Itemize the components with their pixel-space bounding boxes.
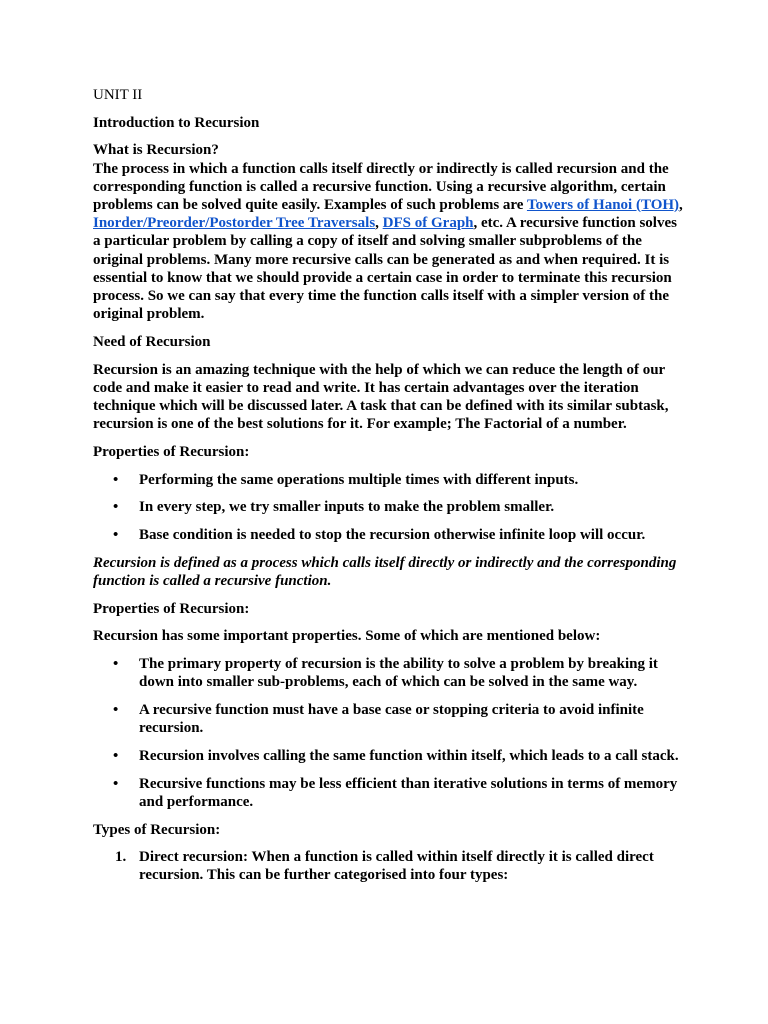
- list-item: [93, 775, 683, 811]
- list-item: [93, 526, 683, 544]
- properties-list: [93, 471, 683, 545]
- list-item: [93, 701, 683, 737]
- properties-heading: Properties of Recursion:: [93, 600, 250, 617]
- link-tree-traversals[interactable]: Inorder/Preorder/Postorder Tree Traversals: [93, 215, 376, 232]
- bullet-marker: •: [113, 471, 119, 488]
- list-item: [93, 848, 683, 884]
- what-heading: What is Recursion?: [93, 142, 219, 159]
- what-paragraph: [93, 160, 683, 324]
- properties-intro: Recursion has some important properties. Some of which are mentioned below:: [93, 628, 601, 645]
- bullet-marker: •: [113, 747, 119, 764]
- what-text-1: The process in which a function calls itself directly or indirectly is called recursion and the corresponding function is called a recursive function. Using a recursive algorithm, certain problems can be solved quite easily. Examples of such problems are: [93, 160, 669, 214]
- bullet-marker: •: [113, 775, 119, 792]
- properties-list: [93, 655, 683, 811]
- need-heading: Need of Recursion: [93, 333, 211, 350]
- properties-heading: Properties of Recursion:: [93, 443, 250, 460]
- types-list: [93, 848, 683, 884]
- list-item-text: In every step, we try smaller inputs to make the problem smaller.: [139, 499, 555, 516]
- bullet-marker: •: [113, 527, 119, 544]
- definition-paragraph: Recursion is defined as a process which calls itself directly or indirectly and the corresponding function is called a recursive function.: [93, 554, 677, 589]
- need-paragraph: Recursion is an amazing technique with the help of which we can reduce the length of our code and make it easier to read and write. It has certain advantages over the iteration technique which will be discussed later. A task that can be defined with its similar subtask, recursion is one of the best solutions for it. For example; The Factorial of a number.: [93, 361, 669, 433]
- bullet-marker: •: [113, 656, 119, 673]
- link-towers-of-hanoi[interactable]: Towers of Hanoi (TOH): [526, 197, 680, 214]
- what-text-2: , etc. A recursive function solves a particular problem by calling a copy of itself and solving smaller subproblems of the original problems. Many more recursive calls can be generated as and when required. It is essential to know that we should provide a certain case in order to terminate this recursion process. So we can say that every time the function calls itself with a simpler version of the original problem.: [93, 215, 677, 323]
- list-item: [93, 498, 683, 516]
- list-item-text: The primary property of recursion is the ability to solve a problem by breaking it down into smaller sub-problems, each of which can be solved in the same way.: [139, 656, 658, 691]
- list-item: [93, 471, 683, 489]
- list-item-text: Direct recursion: When a function is called within itself directly it is called direct recursion. This can be further categorised into four types:: [139, 849, 654, 884]
- bullet-marker: •: [113, 701, 119, 718]
- separator: ,: [679, 197, 683, 214]
- types-heading: Types of Recursion:: [93, 821, 221, 838]
- list-item-text: Performing the same operations multiple times with different inputs.: [139, 471, 579, 488]
- link-dfs-of-graph[interactable]: DFS of Graph: [382, 215, 474, 232]
- list-item-text: Base condition is needed to stop the recursion otherwise infinite loop will occur.: [139, 527, 646, 544]
- list-number: 1.: [115, 849, 127, 866]
- list-item-text: Recursive functions may be less efficient than iterative solutions in terms of memory and performance.: [139, 775, 678, 810]
- list-item: [93, 747, 683, 765]
- intro-heading: Introduction to Recursion: [93, 114, 260, 131]
- list-item-text: A recursive function must have a base case or stopping criteria to avoid infinite recursion.: [139, 701, 644, 737]
- bullet-marker: •: [113, 499, 119, 516]
- document-page: [93, 86, 683, 885]
- list-item-text: Recursion involves calling the same function within itself, which leads to a call stack.: [139, 747, 679, 764]
- list-item: [93, 655, 683, 691]
- unit-label: UNIT II: [93, 87, 143, 103]
- separator: ,: [375, 215, 383, 232]
